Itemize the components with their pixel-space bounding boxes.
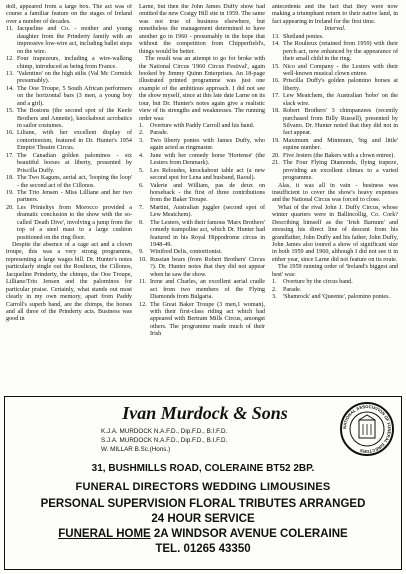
list-item xyxy=(6,26,132,56)
item-number: 15. xyxy=(272,63,280,70)
list-item xyxy=(139,130,265,137)
item-text: Priscilla Duffy's golden palomino horses at liberty. xyxy=(283,78,398,92)
list-item xyxy=(139,123,265,130)
item-text: The Great Baker Troupe (3 men,1 woman), with their first-class riding act which had appeared with Bertram Mills Circus, amongst others. The programme made much of their Irish xyxy=(150,301,265,338)
funeral-home-address: 2A WINDSOR AVENUE COLERAINE xyxy=(150,528,348,540)
item-text: Two liberty ponies with James Duffy, who again acted as ringmaster. xyxy=(150,137,265,152)
column-2 xyxy=(139,4,265,393)
list-item xyxy=(272,64,398,79)
list-item xyxy=(139,302,265,339)
item-text: Parade. xyxy=(283,286,302,293)
paragraph: The 1959 running order of 'Ireland's biggest and best' was: xyxy=(272,264,398,278)
item-number: 7. xyxy=(139,204,144,211)
item-number: 4. xyxy=(139,152,144,159)
service-hours: 24 HOUR SERVICE xyxy=(151,513,255,525)
list-item xyxy=(6,108,132,130)
item-text: The Two Kaguns, aerial act, 'looping the loop' - the second act of the Cillonos. xyxy=(17,175,132,189)
interval-heading: Interval. xyxy=(324,26,346,33)
paragraph: The result was an attempt to go for broke with the National Circus '1960 Circus Festival', again booked by Jimmy Quinn Enterprises. An 18-page illustrated printed programme was just one example of the ambitious approach. I did not see the show myself, since at this late date Larne on its tour, but Dr. Hunter's notes again give a realistic view of its strengths and weaknesses. The running order was: xyxy=(139,56,265,122)
item-number: 20. xyxy=(272,152,280,159)
item-text: Les Reloudes, knockabout table act (a new second spot for Lena and husband, Raoul). xyxy=(150,167,265,182)
list-item xyxy=(272,78,398,93)
list-item xyxy=(6,130,132,152)
item-number: 3. xyxy=(139,137,144,144)
item-text: The Bostons (the second spot of the Keefe Brothers and Annette), knockabout acrobatics in sailor costumes. xyxy=(17,108,132,129)
item-text: Five Jesters (the Bakers with a clown entree). xyxy=(283,152,395,159)
staff-name: S.J.A. MURDOCK N.A.F.D., Dip.F.D., B.I.F.D. xyxy=(101,436,228,444)
item-text: Valerie and William, pas de deux on horseback - the first of three contributions from the Baker Troupe. xyxy=(150,182,265,204)
item-number: 1. xyxy=(272,279,277,286)
item-number: 12. xyxy=(139,301,147,308)
list-item xyxy=(139,257,265,279)
item-number: 17. xyxy=(272,93,280,100)
running-order-1959 xyxy=(272,279,398,301)
item-text: 'Shamrock' and 'Queenie', palomino ponies. xyxy=(283,294,391,301)
list-item xyxy=(272,287,398,294)
staff-name: K.J.A. MURDOCK N.A.F.D., Dip.F.D., B.I.F.D. xyxy=(101,428,228,435)
svg-text:NATIONAL ASSOCIATION OF FUNERA: NATIONAL ASSOCIATION OF FUNERAL DIRECTORS xyxy=(341,403,393,455)
item-text: Nico and Company - the Lesters with their well-known musical clown entree. xyxy=(283,63,398,77)
item-text: Martini, Australian juggler (second spot of Lew Meatchem). xyxy=(150,204,265,219)
address: 31, BUSHMILLS ROAD, COLERAINE BT52 2BP. xyxy=(91,463,315,474)
item-text: The Roulieux (retained from 1959) with their perch act, now enhanced by the appearance of their small child in the ring. xyxy=(283,41,398,63)
item-number: 21. xyxy=(272,160,280,167)
funeral-home-label: FUNERAL HOME xyxy=(58,528,151,540)
staff-list xyxy=(101,428,311,454)
paragraph: antecedents and the fact that they were now making a triumphant return to their native land, in fact appearing in Ireland for the first time. xyxy=(272,4,398,25)
item-number: 15. xyxy=(6,108,14,115)
item-number: 16. xyxy=(272,78,280,85)
item-number: 14. xyxy=(6,85,14,92)
item-number: 13. xyxy=(6,70,14,77)
item-number: 16. xyxy=(6,130,14,137)
item-text: Lew Meatchem, the Australian 'hobo' on the slack wire. xyxy=(283,93,398,107)
item-number: 13. xyxy=(272,33,280,40)
list-item xyxy=(6,86,132,108)
item-text: Liliane, with her excellent display of contortionism, featured in Dr. Hunter's 1954 Empire Theatre Circus. xyxy=(17,130,132,152)
item-number: 12. xyxy=(6,56,14,63)
services-line: FUNERAL DIRECTORS WEDDING LIMOUSINES xyxy=(75,481,331,493)
funeral-home-line xyxy=(5,528,401,540)
list-item xyxy=(272,108,398,138)
item-number: 18. xyxy=(6,175,14,182)
column-3 xyxy=(272,4,398,393)
association-seal-icon xyxy=(339,401,395,457)
item-number: 20. xyxy=(6,204,14,211)
funeral-advertisement xyxy=(4,396,402,570)
list-item xyxy=(272,93,398,108)
item-text: Four trapezeurs, including a wire-walking chimp, introduced as being from France. xyxy=(17,56,132,70)
item-text: Robert Brothers' 3 chimpanzees (recently purchased from Billy Russell), presented by Silvano. Dr. Hunter noted that they did not in fact appear. xyxy=(283,108,398,137)
item-text: Irene and Charles, an excellent aerial cradle act from two members of the Flying Diamonds from Bulgaria. xyxy=(150,279,265,301)
item-text: Maximum and Minimum, 'big and little' equine number. xyxy=(283,137,398,152)
list-item xyxy=(6,175,132,190)
list-item xyxy=(139,279,265,301)
item-text: The Canadian golden palominos - six beautiful horses at liberty, presented by Priscilla Duffy. xyxy=(17,152,132,174)
act-list-1 xyxy=(6,26,132,242)
list-item xyxy=(272,160,398,182)
running-order-1960 xyxy=(139,123,265,339)
item-number: 2. xyxy=(139,130,144,137)
paragraph: What of the rival John J. Duffy Circus, whose winter quarters were in Ballincollig, Co. Cork? Describing himself as the 'Irish Barnum' and stressing his direct line of descent from his grandfather, John Duffy and his father, John Duffy, John James also toured a show of significant size in both 1959 and 1960, although I did not see it in either year, since Larne did not feature on its route. xyxy=(272,204,398,263)
list-item xyxy=(272,279,398,286)
item-number: 8. xyxy=(139,219,144,226)
item-number: 10. xyxy=(139,256,147,263)
list-item xyxy=(272,41,398,63)
item-number: 9. xyxy=(139,249,144,256)
list-item xyxy=(272,294,398,301)
item-text: Jacqueline and Co. - mother and young daughter from the Prinderty family with an impressive low-wire act, including ballet steps on the wire. xyxy=(17,26,132,55)
list-item xyxy=(6,153,132,175)
item-text: Les Prinieltys from Morocco provided a dramatic conclusion to the show with the so-called 'Death Dive', involving a jump from the top of a steel mast to a large cushion positioned on the ring floor. xyxy=(17,204,132,241)
item-number: 2. xyxy=(272,286,277,293)
list-item xyxy=(139,153,265,168)
item-number: 11. xyxy=(6,26,14,33)
item-text: Russian bears (from Robert Brothers' Circus ?). Dr. Hunter notes that they did not appear when he saw the show. xyxy=(150,256,265,278)
item-number: 17. xyxy=(6,152,14,159)
supervision-line: PERSONAL SUPERVISION FLORAL TRIBUTES ARRANGED xyxy=(40,498,366,510)
item-number: 19. xyxy=(272,137,280,144)
item-number: 3. xyxy=(272,294,277,301)
item-number: 14. xyxy=(272,41,280,48)
item-number: 1. xyxy=(139,123,144,129)
list-item xyxy=(6,71,132,86)
item-text: The Trio Jensen - Miss Lilliane and her two partners. xyxy=(17,189,132,204)
list-item xyxy=(6,190,132,205)
firm-name: Ivan Murdock & Sons xyxy=(122,403,288,423)
item-text: Parade. xyxy=(150,130,169,137)
list-item xyxy=(272,138,398,153)
article-body xyxy=(6,4,400,393)
staff-name: W. MILLAR B.Sc.(Hons.) xyxy=(101,445,171,453)
item-text: The Four Flying Diamonds, flying trapeze, providing an excellent climax to a varied programme. xyxy=(283,160,398,182)
telephone: TEL. 01265 43350 xyxy=(155,543,251,555)
list-item xyxy=(139,183,265,205)
item-number: 6. xyxy=(139,182,144,189)
list-item xyxy=(6,56,132,71)
paragraph: Larne, but then the John James Duffy show had omitted the new Craigy Hill site in 1959. The same was not true of business elsewhere, but nonetheless the management determined to have another go in 1960 - presumably in the hope that without the competition from Chipperfield's, things would be better. xyxy=(139,4,265,55)
paragraph: doll, appeared from a large box. The act was of course a familiar feature on the stages of Ireland over a number of decades. xyxy=(6,4,132,25)
item-text: June with her comedy horse 'Hortense' (the Lesters from Denmark). xyxy=(150,152,265,167)
column-1 xyxy=(6,4,132,393)
item-text: Overture by the circus band. xyxy=(283,279,353,286)
list-item xyxy=(139,249,265,256)
item-text: Overture with Paddy Carroll and his band. xyxy=(150,123,255,129)
item-number: 18. xyxy=(272,108,280,115)
item-number: 11. xyxy=(139,279,147,286)
item-text: Shetland ponies. xyxy=(283,33,324,40)
list-item xyxy=(6,205,132,242)
running-order-second-half xyxy=(272,34,398,183)
item-text: 'Valentino' on the high stilts (Val Mc Cormick presumably). xyxy=(17,70,132,85)
item-text: The Ooe Troupe, 5 South African performers on the horizontal bars (3 men, a young boy and a girl). xyxy=(17,85,132,107)
paragraph: Alas, it was all in vain - business was insufficient to cover the show's heavy expenses and the National Circus was forced to close. xyxy=(272,182,398,204)
item-text: The Lesters, with their famous 'Marx Brothers' comedy trampoline act, which Dr. Hunter had featured in his Royal Hippodrome circus in 1948-49. xyxy=(150,219,265,248)
list-item xyxy=(139,205,265,220)
list-item xyxy=(139,138,265,153)
list-item xyxy=(139,220,265,250)
paragraph: Despite the absence of a cage act and a clown troupe, this was a very strong programme, representing a large wages bill. Dr. Hunter's notes particularly single out the Roulieux, the Cillonos, Jacqueline Prinderty, the chimps, the Ooe Troupe, Lilliane/Trio Jensen and the palominos for particular praise. Certainly, what stands out most clearly in my own memory, apart from Paddy Carroll's superb band, are the chimps, the horses and all three of the Prinderty acts. Business was good in xyxy=(6,242,132,323)
item-number: 5. xyxy=(139,167,144,174)
list-item xyxy=(139,168,265,183)
item-number: 19. xyxy=(6,189,14,196)
item-text: Winifred Delis, contortionist. xyxy=(150,249,223,256)
